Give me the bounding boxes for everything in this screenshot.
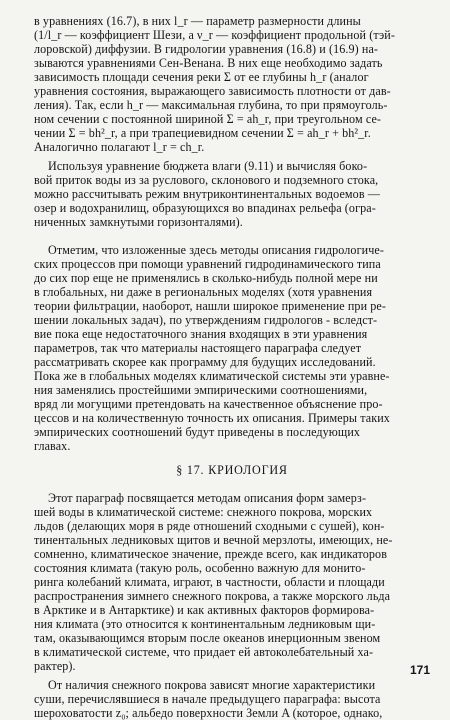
paragraph-water-budget bbox=[34, 159, 430, 229]
text-line: состояния климата (такую роль, особенно важную для монито- bbox=[34, 561, 366, 575]
text-line: ских процессов при помощи уравнений гидродинамического типа bbox=[34, 257, 381, 271]
text-line: вие пока еще недостаточного знания входящих в эти уравнения bbox=[34, 327, 368, 341]
text-line: Отметим, что изложенные здесь методы описания гидрологиче- bbox=[48, 243, 384, 257]
text-line: в климатической системе, что придает ей автоколебательный ха- bbox=[34, 645, 374, 659]
text-line: там, оказывающимся вторым после океанов инерционным звеном bbox=[34, 631, 381, 645]
text-line: теории фильтрации, наоборот, нашли широкое применение при ре- bbox=[34, 299, 387, 313]
text-line: ния климата (это относится к континентальным ледниковым щи- bbox=[34, 617, 376, 631]
paragraph-saint-venant bbox=[34, 14, 430, 154]
text-line: зываются уравнениями Сен-Венана. В них еще необходимо задать bbox=[34, 56, 383, 70]
text-line: От наличия снежного покрова зависят многие характеристики bbox=[48, 678, 376, 692]
text-line: льдов (делающих моря в ряде отношений сходными с сушей), кон- bbox=[34, 519, 385, 533]
text-line: ниченных замкнутыми горизонталями). bbox=[34, 215, 243, 229]
text-line: озер и водохранилищ, образующихся во впадинах рельефа (огра- bbox=[34, 201, 376, 215]
text-line: Аналогично полагают l_r = ch_r. bbox=[34, 140, 205, 154]
text-line: шероховатости z₀; альбедо поверхности Земли A (которое, однако, bbox=[34, 706, 383, 720]
text-line: главах. bbox=[34, 439, 71, 453]
text-line: рассматривать скорее как программу для будущих исследований. bbox=[34, 355, 376, 369]
text-line: в уравнениях (16.7), в них l_r — параметр размерности длины bbox=[34, 14, 361, 28]
text-line: параметров, так что материалы настоящего параграфа следует bbox=[34, 341, 362, 355]
page-number: 171 bbox=[409, 663, 430, 677]
paragraph-snow-cover bbox=[34, 678, 430, 720]
text-line: Пока же в глобальных моделях климатической системы эти уравне- bbox=[34, 369, 390, 383]
text-line: уравнения состояния, выражающего зависимость плотности от дав- bbox=[34, 84, 391, 98]
text-line: (1/l_r — коэффициент Шези, а ν_r — коэффициент продольной (тэй- bbox=[34, 28, 396, 42]
text-line: лоровской) диффузии. В гидрологии уравнения (16.8) и (16.9) на- bbox=[34, 42, 379, 56]
paragraph-methods-note bbox=[34, 243, 430, 453]
text-line: ном сечении с постоянной шириной Σ = ah_r, при треугольном се- bbox=[34, 112, 382, 126]
text-line: чении Σ = bh²_r, а при трапециевидном сечении Σ = ah_r + bh²_r. bbox=[34, 126, 371, 140]
text-line: сомненно, климатическое значение, прежде всего, как индикаторов bbox=[34, 547, 388, 561]
text-line: цессов и на количественную точность их описания. Примеры таких bbox=[34, 411, 390, 425]
text-line: шей воды в климатической системе: снежного покрова, морских bbox=[34, 505, 373, 519]
text-line: ления). Так, если h_r — максимальная глубина, то при прямоуголь- bbox=[34, 98, 388, 112]
text-line: вой приток воды из за руслового, склонового и подземного стока, bbox=[34, 173, 379, 187]
paragraph-cryology-intro bbox=[34, 491, 430, 673]
text-line: суши, перечислявшиеся в начале предыдущего параграфа: высота bbox=[34, 692, 381, 706]
text-line: распространения зимнего снежного покрова, а также морского льда bbox=[34, 589, 391, 603]
section-heading: § 17. КРИОЛОГИЯ bbox=[176, 463, 288, 477]
text-line: вряд ли могущими претендовать на качественное объяснение про- bbox=[34, 397, 383, 411]
text-line: рактер). bbox=[34, 659, 76, 673]
text-line: в глобальных, ни даже в региональных моделях (хотя уравнения bbox=[34, 285, 373, 299]
text-line: в Арктике и в Антарктике) и как активных факторов формирова- bbox=[34, 603, 375, 617]
text-line: ния заменялись простейшими эмпирическими соотношениями, bbox=[34, 383, 368, 397]
text-line: Этот параграф посвящается методам описания форм замерз- bbox=[48, 491, 367, 505]
text-line: зависимость площади сечения реки Σ от ее глубины h_r (аналог bbox=[34, 70, 369, 84]
text-line: шении локальных задач), по утверждениям гидрологов - вследст- bbox=[34, 313, 378, 327]
text-line: тинентальных ледниковых щитов и вечной мерзлоты, имеющих, не- bbox=[34, 533, 393, 547]
text-line: до сих пор еще не применялись в сколько-нибудь полной мере ни bbox=[34, 271, 378, 285]
text-line: можно рассчитывать режим внутриконтинентальных водоемов — bbox=[34, 187, 380, 201]
text-line: эмпирических соотношений будут приведены в последующих bbox=[34, 425, 361, 439]
text-line: Используя уравнение бюджета влаги (9.11) и вычисляя боко- bbox=[48, 159, 368, 173]
text-line: ринга колебаний климата, играют, в частности, области и площади bbox=[34, 575, 385, 589]
